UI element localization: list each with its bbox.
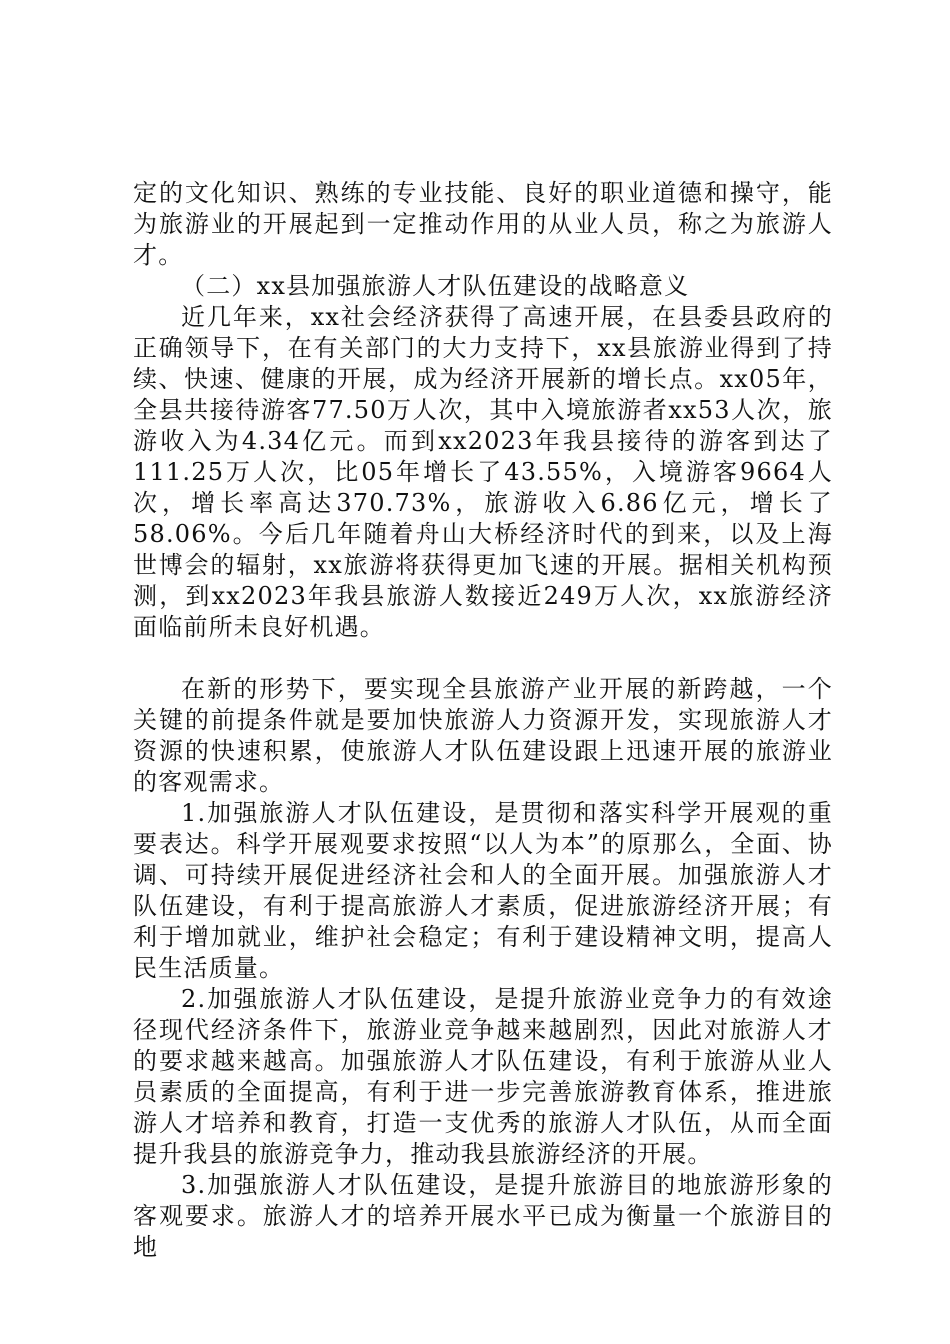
paragraph-point-2: 2.加强旅游人才队伍建设，是提升旅游业竞争力的有效途径现代经济条件下，旅游业竞争越来越剧烈，因此对旅游人才的要求越来越高。加强旅游人才队伍建设，有利于旅游从业人员素质的全面提高，有利于进一步完善旅游教育体系，推进旅游人才培养和教育，打造一支优秀的旅游人才队伍，从而全面提升我县的旅游竞争力，推动我县旅游经济的开展。: [133, 985, 833, 1168]
paragraph-talent-definition: 定的文化知识、熟练的专业技能、良好的职业道德和操守，能为旅游业的开展起到一定推动作用的从业人员，称之为旅游人才。: [133, 179, 833, 269]
section-heading-strategic-significance: （二）xx县加强旅游人才队伍建设的战略意义: [181, 272, 690, 300]
paragraph-point-1: 1.加强旅游人才队伍建设，是贯彻和落实科学开展观的重要表达。科学开展观要求按照“以人为本”的原那么，全面、协调、可持续开展促进经济社会和人的全面开展。加强旅游人才队伍建设，有利于提高旅游人才素质，促进旅游经济开展；有利于增加就业，维护社会稳定；有利于建设精神文明，提高人民生活质量。: [133, 799, 833, 982]
paragraph-new-situation: 在新的形势下，要实现全县旅游产业开展的新跨越，一个关键的前提条件就是要加快旅游人力资源开发，实现旅游人才资源的快速积累，使旅游人才队伍建设跟上迅速开展的旅游业的客观需求。: [133, 675, 833, 796]
document-body: [133, 178, 833, 1263]
paragraph-point-3: 3.加强旅游人才队伍建设，是提升旅游目的地旅游形象的客观要求。旅游人才的培养开展水平已成为衡量一个旅游目的地: [133, 1171, 833, 1261]
paragraph-tourism-growth: 近几年来，xx社会经济获得了高速开展，在县委县政府的正确领导下，在有关部门的大力支持下，xx县旅游业得到了持续、快速、健康的开展，成为经济开展新的增长点。xx05年，全县共接待游客77.50万人次，其中入境旅游者xx53人次，旅游收入为4.34亿元。而到xx2023年我县接待的游客到达了111.25万人次，比05年增长了43.55%，入境游客9664人次，增长率高达370.73%，旅游收入6.86亿元，增长了58.06%。今后几年随着舟山大桥经济时代的到来，以及上海世博会的辐射，xx旅游将获得更加飞速的开展。据相关机构预测，到xx2023年我县旅游人数接近249万人次，xx旅游经济面临前所未良好机遇。: [133, 303, 833, 641]
